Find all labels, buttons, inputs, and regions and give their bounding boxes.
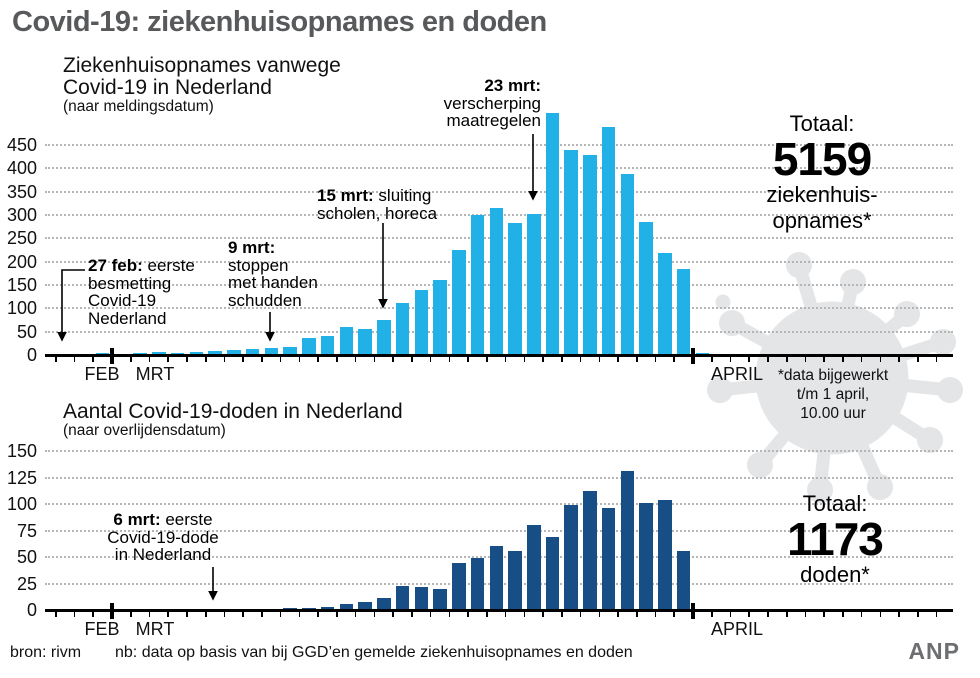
month-label: MRT	[135, 619, 175, 639]
y-axis-label: 0	[26, 600, 37, 620]
month-label: APRIL	[710, 619, 764, 639]
y-axis-label: 150	[6, 441, 37, 461]
annotation-27feb-line4: Nederland	[88, 308, 167, 328]
y-axis-label: 400	[6, 158, 37, 179]
admissions-subtitle: (naar meldingsdatum)	[63, 98, 214, 115]
data-updated-note	[758, 366, 908, 423]
annotation-27feb-date: 27 feb:	[88, 256, 143, 275]
month-label: FEB	[84, 364, 120, 384]
y-axis-label: 150	[6, 275, 37, 295]
annotation-15mrt	[317, 187, 437, 222]
y-axis-label: 450	[6, 135, 37, 155]
month-label: APRIL	[710, 364, 764, 384]
deaths-total-value: 1173	[787, 513, 883, 565]
y-axis-label: 25	[16, 573, 37, 594]
annotation-9mrt-line4: schudden	[228, 290, 302, 310]
deaths-total	[755, 492, 915, 588]
admissions-total-label: Totaal:	[789, 111, 855, 136]
y-axis-label: 300	[6, 205, 37, 225]
data-updated-line2: t/m 1 april,	[796, 386, 870, 403]
y-axis-label: 75	[16, 520, 37, 541]
y-axis-label: 125	[6, 467, 37, 488]
admissions-total-unit1: ziekenhuis-	[766, 182, 878, 207]
annotation-6mrt-line3: in Nederland	[114, 545, 212, 564]
footer-note: nb: data op basis van bij GGD’en gemelde ziekenhuisopnames en doden	[115, 644, 633, 661]
annotation-23mrt	[413, 77, 541, 130]
y-axis-label: 250	[6, 228, 37, 249]
annotation-6mrt	[100, 511, 226, 564]
annotation-27feb-rest: eerste	[142, 256, 195, 275]
annotation-15mrt-rest: sluiting	[373, 186, 432, 205]
month-label: MRT	[135, 364, 175, 384]
annotation-6mrt-rest: eerste	[160, 510, 213, 529]
annotation-27feb-line3: Covid-19	[88, 291, 157, 310]
data-updated-line1: *data bijgewerkt	[777, 367, 889, 384]
annotation-15mrt-date: 15 mrt:	[317, 186, 374, 205]
admissions-total-unit2: opnames*	[772, 208, 872, 233]
y-axis-label: 50	[16, 547, 37, 567]
y-axis-label: 200	[6, 251, 37, 272]
annotation-9mrt	[228, 239, 318, 309]
admissions-title-line1: Ziekenhuisopnames vanwege	[63, 54, 341, 77]
deaths-total-unit1: doden*	[800, 562, 870, 587]
annotation-9mrt-date: 9 mrt:	[228, 238, 276, 257]
annotation-23mrt-date: 23 mrt:	[484, 76, 541, 95]
annotation-9mrt-line2: stoppen	[228, 255, 289, 275]
annotation-27feb-line2: besmetting	[88, 273, 172, 293]
annotation-23mrt-line3: maatregelen	[446, 111, 541, 130]
annotation-27feb	[88, 257, 195, 327]
y-axis-label: 100	[6, 494, 37, 514]
annotation-9mrt-line3: met handen	[228, 273, 318, 292]
deaths-total-label: Totaal:	[802, 491, 868, 516]
admissions-total	[737, 112, 907, 234]
y-axis-label: 0	[26, 345, 37, 365]
admissions-title-line2: Covid-19 in Nederland	[63, 76, 272, 99]
deaths-title-line1: Aantal Covid-19-doden in Nederland	[63, 400, 403, 423]
y-axis-label: 100	[6, 298, 37, 319]
month-label: FEB	[84, 619, 120, 639]
annotation-6mrt-date: 6 mrt:	[113, 510, 161, 529]
arrow-27feb	[62, 270, 85, 340]
data-updated-line3: 10.00 uur	[800, 405, 866, 422]
admissions-total-value: 5159	[772, 133, 872, 185]
y-axis-label: 350	[6, 181, 37, 202]
annotation-23mrt-line2: verscherping	[443, 93, 541, 113]
annotation-6mrt-line2: Covid-19-dode	[107, 527, 219, 547]
deaths-subtitle: (naar overlijdensdatum)	[63, 422, 226, 439]
annotation-15mrt-line2: scholen, horeca	[317, 203, 438, 223]
source-text: bron: rivm	[10, 644, 82, 661]
y-axis-label: 50	[16, 321, 37, 342]
page-title: Covid-19: ziekenhuisopnames en doden	[12, 6, 547, 38]
anp-logo: ANP	[908, 638, 960, 664]
